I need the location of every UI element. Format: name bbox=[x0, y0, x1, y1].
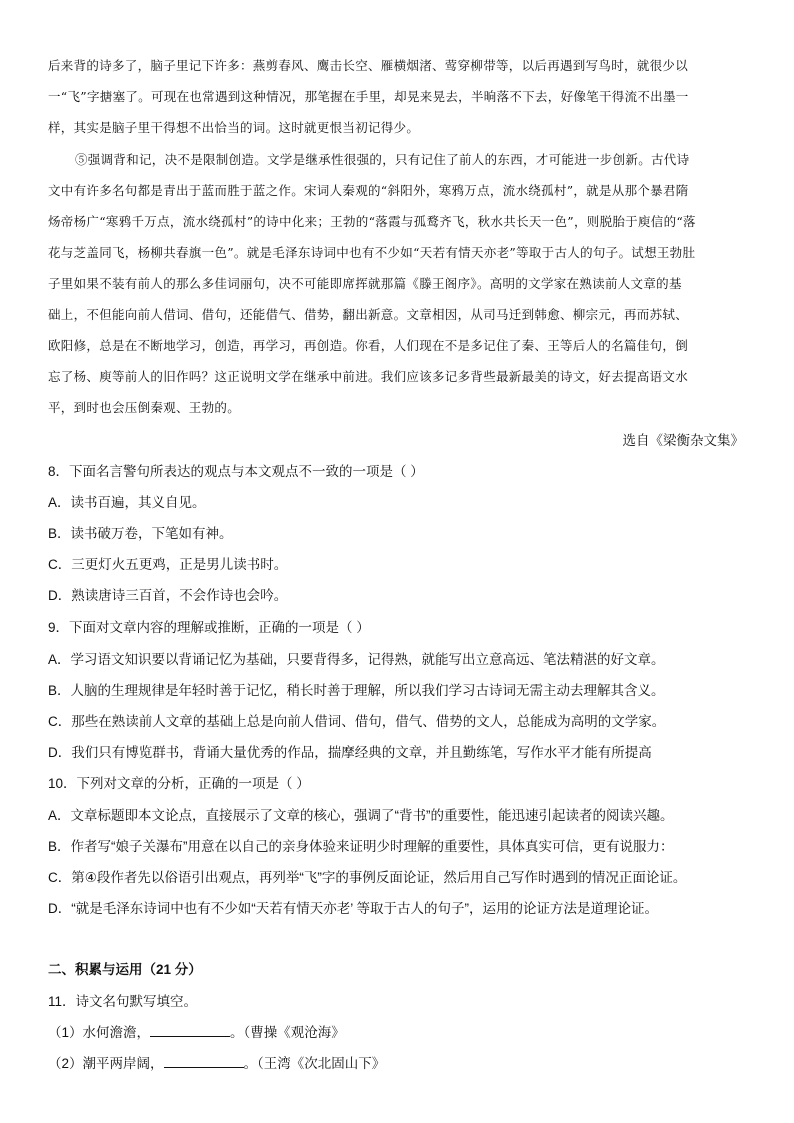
passage-line: 文中有许多名句都是青出于蓝而胜于蓝之作。宋词人秦观的“斜阳外，寒鸦万点，流水绕孤村”，就是从那个暴君隋 bbox=[48, 183, 689, 198]
answer-option: A．学习语文知识要以背诵记忆为基础，只要背得多，记得熟，就能写出立意高远、笔法精湛的好文章。 bbox=[48, 652, 665, 667]
answer-option: C．那些在熟读前人文章的基础上总是向前人借词、借句，借气、借势的文人，总能成为高明的文学家。 bbox=[48, 714, 666, 729]
passage-line: 欧阳修，总是在不断地学习，创造，再学习，再创造。你看，人们现在不是多记住了秦、王等后人的名篇佳句，倒 bbox=[48, 338, 689, 353]
passage-line: 后来背的诗多了，脑子里记下许多：燕剪春风、鹰击长空、雁横烟渚、莺穿柳带等，以后再遇到写鸟时，就很少以 bbox=[48, 58, 689, 73]
question-stem: 10．下列对文章的分析，正确的一项是（ ） bbox=[48, 776, 310, 791]
fill-in-item bbox=[48, 1052, 385, 1072]
section-heading: 二、积累与运用（21 分） bbox=[48, 962, 202, 977]
answer-option: B．读书破万卷，下笔如有神。 bbox=[48, 526, 233, 541]
fill-suffix: 。（曹操《观沧海》 bbox=[230, 1025, 345, 1040]
fill-blank[interactable] bbox=[164, 1055, 244, 1068]
answer-option: A．文章标题即本文论点，直接展示了文章的核心，强调了“背书”的重要性，能迅速引起读者的阅读兴趣。 bbox=[48, 808, 674, 823]
question-stem: 9．下面对文章内容的理解或推断，正确的一项是（ ） bbox=[48, 620, 370, 635]
answer-option: D．“就是毛泽东诗词中也有不少如“天若有情天亦老’ 等取于古人的句子”，运用的论证方法是道理论证。 bbox=[48, 901, 658, 916]
passage-line: 础上，不但能向前人借词、借句，还能借气、借势，翻出新意。文章相因，从司马迁到韩愈、柳宗元，再而苏轼、 bbox=[48, 307, 689, 322]
passage-line: 一“飞”字搪塞了。可现在也常遇到这种情况，那笔握在手里，却晃来晃去，半晌落不下去，好像笔干得流不出墨一 bbox=[48, 89, 689, 104]
answer-option: B．作者写“娘子关瀑布”用意在以自己的亲身体验来证明少时理解的重要性，具体真实可信，更有说服力： bbox=[48, 839, 674, 854]
fill-prefix: （2）潮平两岸阔， bbox=[48, 1056, 164, 1071]
passage-line: 子里如果不装有前人的那么多佳词丽句，决不可能即席挥就那篇《滕王阁序》。高明的文学家在熟读前人文章的基 bbox=[48, 276, 682, 291]
fill-suffix: 。（王湾《次北固山下》 bbox=[243, 1056, 386, 1071]
fill-prefix: （1）水何澹澹， bbox=[48, 1025, 151, 1040]
passage-line: 平，到时也会压倒秦观、王勃的。 bbox=[48, 400, 241, 415]
passage-line: 花与芝盖同飞，杨柳共春旗一色”。就是毛泽东诗词中也有不少如“天若有情天亦老”等取于古人的句子。试想王勃肚 bbox=[48, 245, 696, 260]
passage-line: 样，其实是脑子里干得想不出恰当的词。这时就更恨当初记得少。 bbox=[48, 120, 420, 135]
answer-option: D．熟读唐诗三百首，不会作诗也会吟。 bbox=[48, 588, 288, 603]
question-stem: 11．诗文名句默写填空。 bbox=[48, 994, 198, 1009]
passage-line: ⑤强调背和记，决不是限制创造。文学是继承性很强的，只有记住了前人的东西，才可能进一步创新。古代诗 bbox=[75, 152, 690, 167]
answer-option: D．我们只有博览群书，背诵大量优秀的作品，揣摩经典的文章，并且勤练笔，写作水平才能有所提高 bbox=[48, 745, 652, 760]
answer-option: C．第④段作者先以俗语引出观点，再列举“飞”字的事例反面论证，然后用自己写作时遇到的情况正面论证。 bbox=[48, 870, 687, 885]
passage-line: 炀帝杨广“寒鸦千万点，流水绕孤村”的诗中化来；王勃的“落霞与孤鹜齐飞，秋水共长天一色”，则脱胎于庾信的“落 bbox=[48, 214, 696, 229]
answer-option: A．读书百遍，其义自见。 bbox=[48, 495, 206, 510]
answer-option: C．三更灯火五更鸡，正是男儿读书时。 bbox=[48, 557, 288, 572]
question-stem: 8．下面名言警句所表达的观点与本文观点不一致的一项是（ ） bbox=[48, 464, 424, 479]
passage-line: 忘了杨、庾等前人的旧作吗？这正说明文学在继承中前进。我们应该多记多背些最新最美的诗文，好去提高语文水 bbox=[48, 369, 689, 384]
answer-option: B．人脑的生理规律是年轻时善于记忆，稍长时善于理解，所以我们学习古诗词无需主动去理解其含义。 bbox=[48, 683, 665, 698]
fill-blank[interactable] bbox=[150, 1024, 230, 1037]
fill-in-item bbox=[48, 1021, 345, 1041]
passage-source: 选自《梁衡杂文集》 bbox=[622, 433, 744, 448]
